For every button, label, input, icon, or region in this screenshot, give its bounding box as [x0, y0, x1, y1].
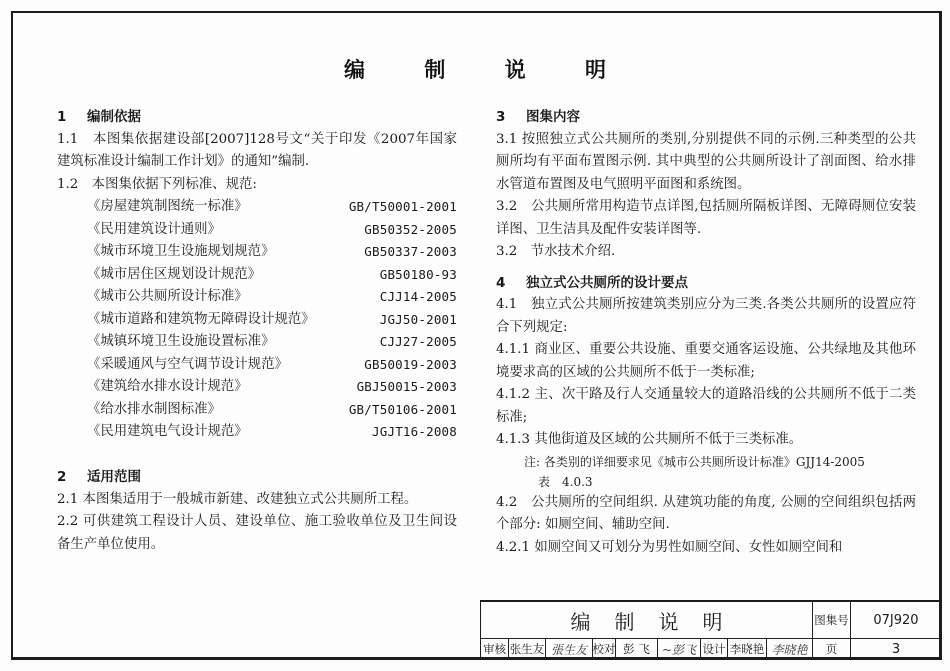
designer-name: 李晓艳 [728, 639, 767, 659]
section-title: 图集内容 [526, 109, 580, 125]
paragraph-4-1-2: 4.1.2 主、次干路及行人交通量较大的道路沿线的公共厕所不低于二类标准; [496, 387, 916, 425]
review-label: 审核 [481, 639, 509, 659]
standard-item [57, 421, 457, 444]
section-title: 适用范围 [87, 469, 141, 485]
standard-item [57, 196, 457, 219]
standard-code: JGJT16-2008 [372, 424, 457, 439]
paragraph-3-2: 3.2 公共厕所常用构造节点详图,包括厕所隔板详图、无障碍厕位安装详图、卫生洁具及配件安装详图等. [496, 199, 916, 237]
title-block-title: 编制说明 [481, 602, 813, 638]
paragraph-4-1: 4.1 独立式公共厕所按建筑类别应分为三类.各类公共厕所的设置应符合下列规定: [496, 297, 916, 335]
paragraph-1-1: 1.1 本图集依据建设部[2007]128号文“关于印发《2007年国家建筑标准设计编制工作计划》的通知”编制. [57, 131, 457, 169]
standard-name: 《房屋建筑制图统一标准》 [87, 199, 248, 214]
section-number: 3 [496, 109, 506, 125]
standard-name: 《城镇环境卫生设施设置标准》 [87, 334, 275, 349]
section-number: 4 [496, 274, 506, 291]
standard-name: 《民用建筑电气设计规范》 [87, 424, 248, 439]
title-block-top-row [481, 602, 941, 639]
standard-name: 《建筑给水排水设计规范》 [87, 379, 248, 394]
check-label: 校对 [593, 639, 616, 659]
spacer [57, 444, 457, 467]
note-line-2: 表 4.0.3 [538, 474, 593, 489]
section-number: 2 [57, 469, 67, 485]
paragraph-3-3: 3.2 节水技术介绍. [496, 244, 616, 259]
standard-code: CJJ14-2005 [379, 289, 457, 304]
standards-list [57, 196, 457, 444]
standard-name: 《城市公共厕所设计标准》 [87, 289, 248, 304]
standard-name: 《城市环境卫生设施规划规范》 [87, 244, 275, 259]
title-block [480, 600, 941, 659]
paragraph-4-1-3: 4.1.3 其他街道及区域的公共厕所不低于三类标准。 [496, 432, 803, 447]
standard-name: 《民用建筑设计通则》 [87, 221, 221, 237]
standard-code: JGJ50-2001 [379, 311, 457, 327]
left-column [57, 106, 457, 556]
standard-code: CJJ27-2005 [379, 334, 457, 349]
paragraph-2-1: 2.1 本图集适用于一般城市新建、改建独立式公共厕所工程。 [57, 491, 418, 507]
standard-code: GBJ50015-2003 [356, 379, 457, 394]
reviewer-signature: 張生友 [546, 639, 593, 659]
standard-item [57, 399, 457, 422]
standard-code: GB/T50106-2001 [348, 401, 457, 417]
section-4-heading [496, 272, 916, 295]
section-3-heading [496, 106, 916, 129]
standard-item [57, 219, 457, 242]
standard-item [57, 286, 457, 309]
designer-signature: 李晓艳 [767, 639, 813, 659]
standard-item [57, 241, 457, 264]
paragraph-4-2: 4.2 公共厕所的空间组织. 从建筑功能的角度, 公厕的空间组织包括两个部分: 如厕空间、辅助空间. [496, 494, 916, 532]
atlas-number: 07J920 [873, 612, 919, 628]
standard-name: 《采暖通风与空气调节设计规范》 [87, 356, 288, 372]
page-title: 编 制 说 明 [344, 58, 632, 82]
standard-item [57, 354, 457, 377]
standard-code: GB50180-93 [379, 266, 457, 282]
note-line-1: 注: 各类别的详细要求见《城市公共厕所设计标准》GJJ14-2005 [524, 454, 865, 469]
paragraph-4-2-1: 4.2.1 如厕空间又可划分为男性如厕空间、女性如厕空间和 [496, 539, 843, 555]
standard-name: 《城市居住区规划设计规范》 [87, 266, 262, 282]
standard-code: GB50019-2003 [364, 356, 457, 372]
paragraph-4-1-1: 4.1.1 商业区、重要公共设施、重要交通客运设施、公共绿地及其他环境要求高的区域的公共厕所不低于一类标准; [496, 342, 916, 380]
checker-signature: ~彭飞 [658, 639, 701, 659]
checker-name: 彭 飞 [616, 639, 658, 659]
design-label: 设计 [701, 639, 728, 659]
section-number: 1 [57, 109, 67, 125]
reviewer-name: 张生友 [509, 639, 546, 659]
standard-code: GB/T50001-2001 [348, 199, 457, 214]
standard-item [57, 264, 457, 287]
section-title: 编制依据 [87, 109, 141, 125]
standard-code: GB50337-2003 [364, 244, 457, 259]
page-label: 页 [813, 639, 851, 659]
paragraph-3-1: 3.1 按照独立式公共厕所的类别,分别提供不同的示例.三种类型的公共厕所均有平面布置图示例. 其中典型的公共厕所设计了剖面图、给水排水管道布置图及电气照明平面图和系统图。 [496, 131, 916, 192]
paragraph-1-2: 1.2 本图集依据下列标准、规范: [57, 176, 257, 192]
section-1-heading [57, 106, 457, 129]
standard-code: GB50352-2005 [364, 221, 457, 237]
page-number: 3 [891, 641, 901, 657]
standard-item [57, 331, 457, 354]
standard-name: 《给水排水制图标准》 [87, 401, 221, 417]
standard-name: 《城市道路和建筑物无障碍设计规范》 [87, 311, 315, 327]
section-title: 独立式公共厕所的设计要点 [526, 274, 688, 291]
right-column [496, 106, 916, 559]
spacer [496, 264, 916, 272]
standard-item [57, 309, 457, 332]
section-2-heading [57, 466, 457, 489]
standard-item [57, 376, 457, 399]
title-block-signature-row [481, 639, 941, 659]
atlas-number-label: 图集号 [813, 602, 851, 638]
paragraph-2-2: 2.2 可供建筑工程设计人员、建设单位、施工验收单位及卫生间设备生产单位使用。 [57, 514, 457, 552]
